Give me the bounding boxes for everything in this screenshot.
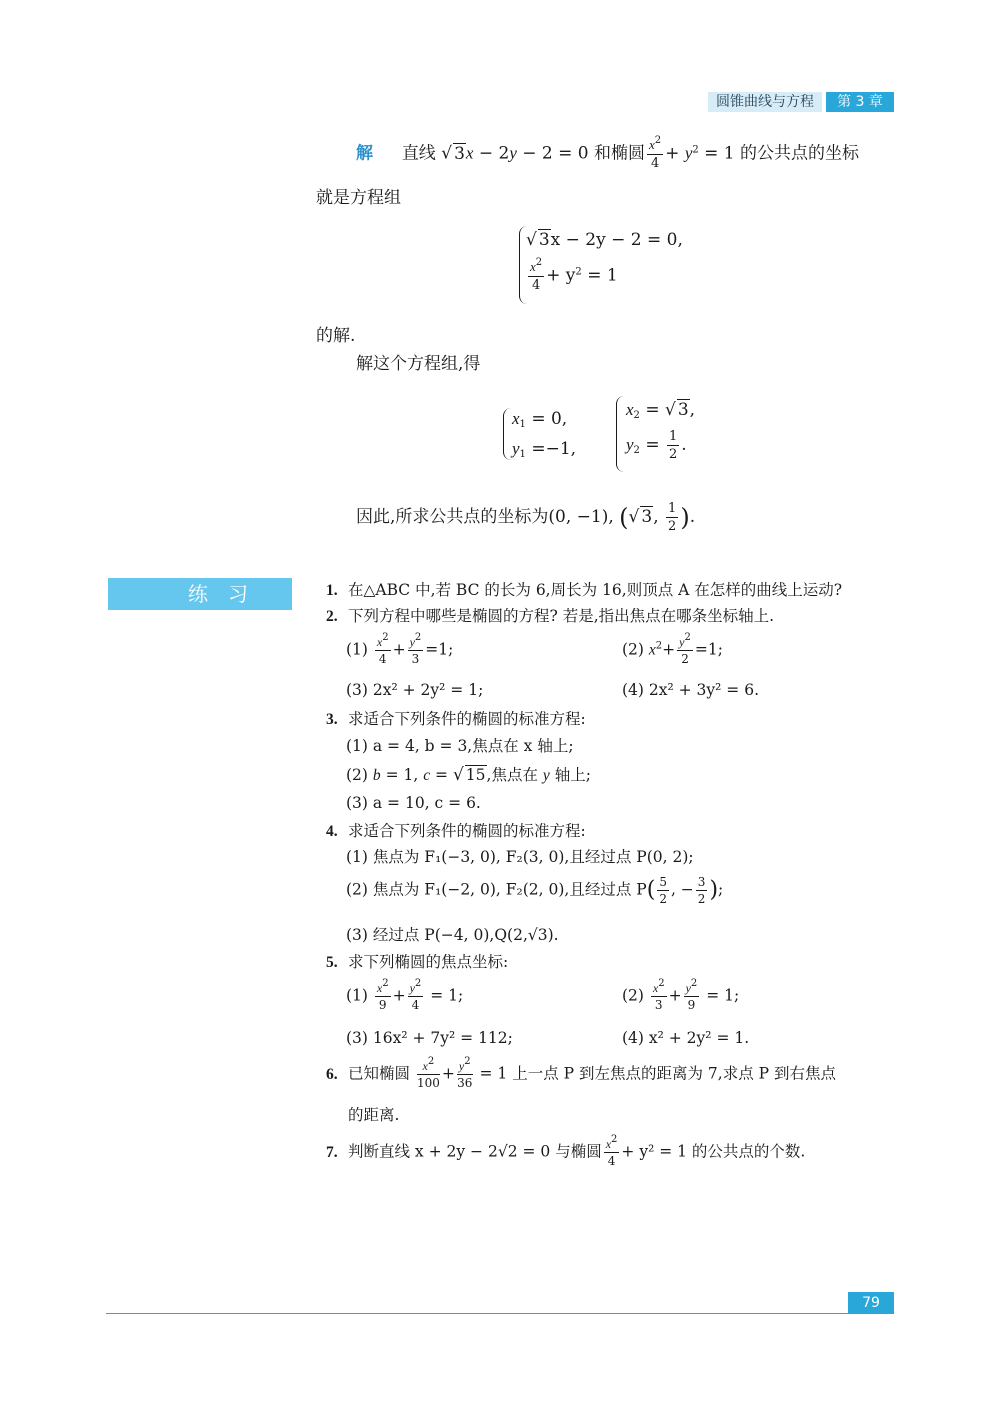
exercise-3-3: (3) a = 10, c = 6. <box>346 794 481 812</box>
solution2-brace <box>616 396 625 472</box>
exercise-6-number: 6. <box>326 1065 338 1083</box>
solution2-y: $y_2$ = $\frac{1}{2}$ . <box>626 429 687 462</box>
exercise-4-2-text: (2) 焦点为 F₁(−2, 0), F₂(2, 0),且经过点 P <box>346 880 647 899</box>
page-number: 79 <box>848 1292 894 1314</box>
sol1-y-val: =−1, <box>525 439 577 459</box>
solution-line1-a: 直线 <box>401 143 436 164</box>
exercise-4-1: (1) 焦点为 F₁(−3, 0), F₂(3, 0),且经过点 P(0, 2); <box>346 848 694 866</box>
exercise-1 <box>326 579 842 602</box>
exercise-7-text-a: 判断直线 x + 2y − 2√2 = 0 与椭圆 <box>348 1142 602 1161</box>
conclusion: 因此,所求公共点的坐标为(0, −1), (√ 3, $\frac{1}{2}$ ). <box>356 501 696 534</box>
solution-label: 解 <box>356 143 373 164</box>
solution1-y: $y_1 =-1$, <box>512 439 577 460</box>
exercise-5-4: (4) x² + 2y² = 1. <box>622 1029 750 1047</box>
practice-tag <box>108 578 292 610</box>
footer-rule <box>106 1313 894 1314</box>
exercise-2-4: (4) 2x² + 3y² = 6. <box>622 681 760 699</box>
sol1-y-var: y <box>512 439 520 458</box>
exercise-5-text: 求下列椭圆的焦点坐标: <box>348 953 509 971</box>
solution1-x: $x_1 = 0$, <box>512 409 568 430</box>
exercise-4-2: (2) 焦点为 F₁(−2, 0), F₂(2, 0),且经过点 P( $\frac{5}{2}$ , − $\frac{3}{2}$ ); <box>346 875 724 906</box>
exercise-7-text-b: + y² = 1 的公共点的个数. <box>621 1142 806 1161</box>
solution-line-4: 解这个方程组,得 <box>356 354 481 374</box>
exercise-4 <box>326 820 586 843</box>
system-eq2-end: = 1 <box>581 265 618 286</box>
exercise-2-text: 下列方程中哪些是椭圆的方程? 若是,指出焦点在哪条坐标轴上. <box>348 607 775 625</box>
sol2-x-eq: = <box>639 400 665 420</box>
exercise-3-text: 求适合下列条件的椭圆的标准方程: <box>348 710 586 728</box>
system-eq2-plus: + y <box>546 265 576 286</box>
exercise-2-number: 2. <box>326 608 338 625</box>
chapter-badge: 第 3 章 <box>826 92 894 112</box>
exercise-6-text-b: = 1 上一点 P 到左焦点的距离为 7,求点 P 到右焦点 <box>479 1064 836 1083</box>
exercise-2-2: (2) $x^2+$ $\frac{y^2}{2}$ =1; <box>622 632 723 666</box>
exercise-5 <box>326 951 508 974</box>
sol1-x-val: = 0, <box>525 409 568 429</box>
sol2-y-eq: = <box>639 435 665 455</box>
practice-tag-label: 练 习 <box>188 582 248 606</box>
exercise-2 <box>326 605 774 628</box>
exercise-6-cont: 的距离. <box>348 1106 400 1124</box>
exercise-5-3: (3) 16x² + 7y² = 112; <box>346 1029 513 1047</box>
solution-line1-b: 和椭圆 <box>594 143 645 164</box>
sol1-x-var: x <box>512 409 520 428</box>
system-equation-1: √ 3x − 2y − 2 = 0, <box>526 230 683 250</box>
solution2-x: $x_2$ = √ 3, <box>626 400 696 421</box>
exercise-2-1: (1) $\frac{x^2}{4}$ + $\frac{y^2}{3}$ =1; <box>346 632 454 666</box>
exercise-3-2: (2) b = 1, c = √ 15,焦点在 y 轴上; <box>346 765 591 785</box>
exercise-5-1: (1) $\frac{x^2}{9}$ + $\frac{y^2}{4}$ = 1; <box>346 978 464 1012</box>
conclusion-text: 因此,所求公共点的坐标为(0, −1), <box>356 507 614 527</box>
exercise-6: 6. 已知椭圆 $\frac{x^2}{100}$ + $\frac{y^2}{36}$ = 1 上一点 P 到左焦点的距离为 7,求点 P 到右焦点 <box>326 1056 836 1090</box>
solution-line-3: 的解. <box>316 326 356 346</box>
system-equation-2: $\frac{x^2}{4}$ + $y^2 = 1$ <box>530 257 618 293</box>
exercise-5-2: (2) $\frac{x^2}{3}$ + $\frac{y^2}{9}$ = 1; <box>622 978 740 1012</box>
exercise-7: 7. 判断直线 x + 2y − 2√2 = 0 与椭圆 $\frac{x^2}{4}$ + y² = 1 的公共点的个数. <box>326 1134 806 1168</box>
system-eq1-tail: x − 2y − 2 = 0, <box>550 230 683 250</box>
solution-line-2: 就是方程组 <box>316 188 401 208</box>
running-header-title: 圆锥曲线与方程 <box>708 92 822 112</box>
exercise-6-text-a: 已知椭圆 <box>348 1064 411 1083</box>
exercise-5-number: 5. <box>326 954 338 971</box>
exercise-3-1: (1) a = 4, b = 3,焦点在 x 轴上; <box>346 737 574 755</box>
exercise-3 <box>326 708 586 731</box>
exercise-4-number: 4. <box>326 823 338 840</box>
solution-line-1: 解 直线 √ 3x − 2y − 2 = 0 和椭圆 $\frac{x^2}{4}$ + $y^2 = 1$ 的公共点的坐标 <box>356 135 860 171</box>
solution1-brace <box>503 408 512 460</box>
exercise-2-3: (3) 2x² + 2y² = 1; <box>346 681 484 699</box>
exercise-7-number: 7. <box>326 1143 338 1161</box>
exercise-4-3: (3) 经过点 P(−4, 0),Q(2,√3). <box>346 926 559 944</box>
exercise-1-number: 1. <box>326 582 338 599</box>
conclusion-end: . <box>689 507 696 527</box>
solution-line1-c: 的公共点的坐标 <box>740 143 860 164</box>
exercise-4-text: 求适合下列条件的椭圆的标准方程: <box>348 822 586 840</box>
exercise-1-text: 在△ABC 中,若 BC 的长为 6,周长为 16,则顶点 A 在怎样的曲线上运动? <box>348 581 843 599</box>
exercise-3-number: 3. <box>326 711 338 728</box>
